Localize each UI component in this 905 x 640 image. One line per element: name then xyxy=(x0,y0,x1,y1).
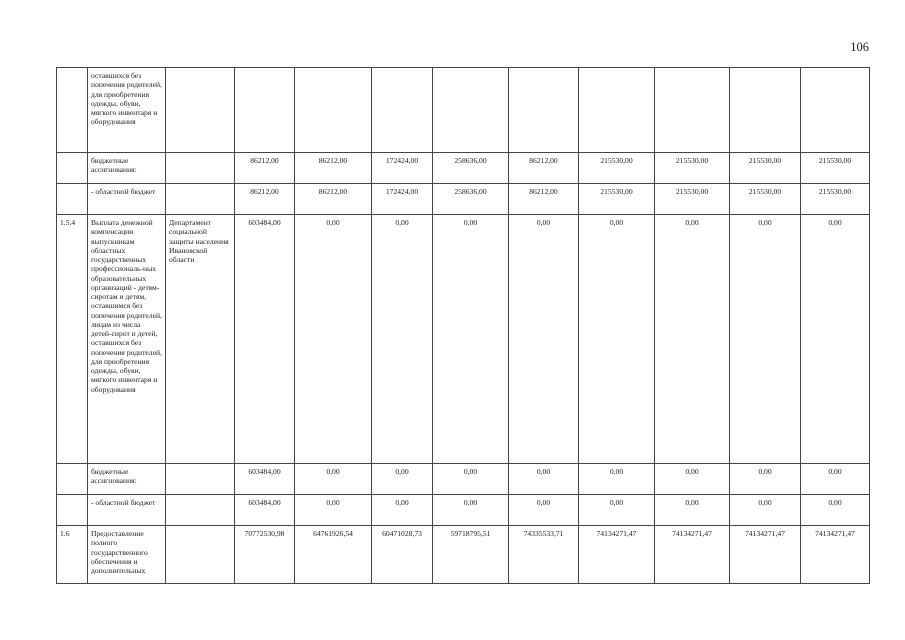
row-name: бюджетные ассигнования: xyxy=(88,464,166,495)
row-executor xyxy=(166,464,235,495)
row-value: 0,00 xyxy=(372,495,433,526)
row-value-cell xyxy=(655,68,730,153)
row-value: 0,00 xyxy=(801,464,870,495)
table-row xyxy=(57,68,870,153)
row-value: 215530,00 xyxy=(655,184,730,215)
row-value: 0,00 xyxy=(730,495,801,526)
row-code xyxy=(57,495,88,526)
row-executor xyxy=(166,68,235,153)
row-value: 59718795,51 xyxy=(433,526,509,584)
row-value: 0,00 xyxy=(730,215,801,464)
row-value: 0,00 xyxy=(655,495,730,526)
row-executor xyxy=(166,184,235,215)
row-value: 0,00 xyxy=(372,215,433,464)
row-value: 86212,00 xyxy=(295,153,372,184)
row-value: 0,00 xyxy=(655,215,730,464)
row-value: 0,00 xyxy=(433,215,509,464)
row-value: 86212,00 xyxy=(509,184,579,215)
row-value: 0,00 xyxy=(433,464,509,495)
table-row xyxy=(57,215,870,464)
row-value: 0,00 xyxy=(730,464,801,495)
row-value: 0,00 xyxy=(433,495,509,526)
row-value: 0,00 xyxy=(801,495,870,526)
row-value: 0,00 xyxy=(579,215,655,464)
row-value: 0,00 xyxy=(655,464,730,495)
row-value: 0,00 xyxy=(372,464,433,495)
row-value-cell xyxy=(509,68,579,153)
row-executor xyxy=(166,495,235,526)
row-value: 74134271,47 xyxy=(801,526,870,584)
row-code xyxy=(57,184,88,215)
row-value: 0,00 xyxy=(801,215,870,464)
row-value: 603484,00 xyxy=(235,215,295,464)
row-name: - областной бюджет xyxy=(88,495,166,526)
row-value: 603484,00 xyxy=(235,495,295,526)
row-value: 74134271,47 xyxy=(579,526,655,584)
page-number: 106 xyxy=(850,40,869,54)
row-value: 86212,00 xyxy=(235,184,295,215)
row-value: 0,00 xyxy=(509,495,579,526)
row-value: 172424,00 xyxy=(372,153,433,184)
row-value: 258636,00 xyxy=(433,184,509,215)
table-row xyxy=(57,495,870,526)
table-row xyxy=(57,184,870,215)
row-value: 64761926,54 xyxy=(295,526,372,584)
row-value: 0,00 xyxy=(579,464,655,495)
row-name: оставшихся без попечения родителей, для приобретения одежды, обуви, мягкого инвентаря и оборудования xyxy=(88,68,166,153)
row-value: 74335533,71 xyxy=(509,526,579,584)
row-value: 74134271,47 xyxy=(655,526,730,584)
row-value: 215530,00 xyxy=(579,184,655,215)
table-row xyxy=(57,153,870,184)
row-code: 1.6 xyxy=(57,526,88,584)
row-code xyxy=(57,68,88,153)
row-code xyxy=(57,464,88,495)
row-value: 172424,00 xyxy=(372,184,433,215)
row-value: 215530,00 xyxy=(579,153,655,184)
row-value-cell xyxy=(372,68,433,153)
row-value: 60471028,73 xyxy=(372,526,433,584)
row-value: 215530,00 xyxy=(801,184,870,215)
row-value-cell xyxy=(579,68,655,153)
row-executor xyxy=(166,153,235,184)
row-executor: Департамент социальной защиты населения Ивановской области xyxy=(166,215,235,464)
row-name: Выплата денежной компенсации выпускникам областных государственных профессиональ-ных образовательных организаций - детям-сиротам и детям, оставшимся без попечения родителей, лицам из числа детей-сирот и детей, оставшихся без попечения родителей, для приобретения одежды, обуви, мягкого инвентаря и оборудования xyxy=(88,215,166,464)
row-value: 215530,00 xyxy=(730,184,801,215)
row-value-cell xyxy=(295,68,372,153)
row-value: 0,00 xyxy=(509,464,579,495)
row-name: - областной бюджет xyxy=(88,184,166,215)
row-value: 0,00 xyxy=(579,495,655,526)
row-value: 215530,00 xyxy=(801,153,870,184)
row-value: 86212,00 xyxy=(509,153,579,184)
row-value: 70772530,98 xyxy=(235,526,295,584)
row-value: 86212,00 xyxy=(235,153,295,184)
row-value-cell xyxy=(730,68,801,153)
row-value-cell xyxy=(801,68,870,153)
table-row xyxy=(57,526,870,584)
row-name: бюджетные ассигнования: xyxy=(88,153,166,184)
row-value: 74134271,47 xyxy=(730,526,801,584)
table-row xyxy=(57,464,870,495)
row-value: 215530,00 xyxy=(730,153,801,184)
row-value-cell xyxy=(235,68,295,153)
row-value: 0,00 xyxy=(295,464,372,495)
row-code xyxy=(57,153,88,184)
row-value-cell xyxy=(433,68,509,153)
row-executor xyxy=(166,526,235,584)
row-value: 0,00 xyxy=(509,215,579,464)
row-value: 0,00 xyxy=(295,215,372,464)
row-value: 603484,00 xyxy=(235,464,295,495)
row-name: Предоставление полного государственного обеспечения и дополнительных xyxy=(88,526,166,584)
row-value: 215530,00 xyxy=(655,153,730,184)
budget-table xyxy=(56,67,870,584)
row-code: 1.5.4 xyxy=(57,215,88,464)
row-value: 258636,00 xyxy=(433,153,509,184)
row-value: 86212,00 xyxy=(295,184,372,215)
row-value: 0,00 xyxy=(295,495,372,526)
